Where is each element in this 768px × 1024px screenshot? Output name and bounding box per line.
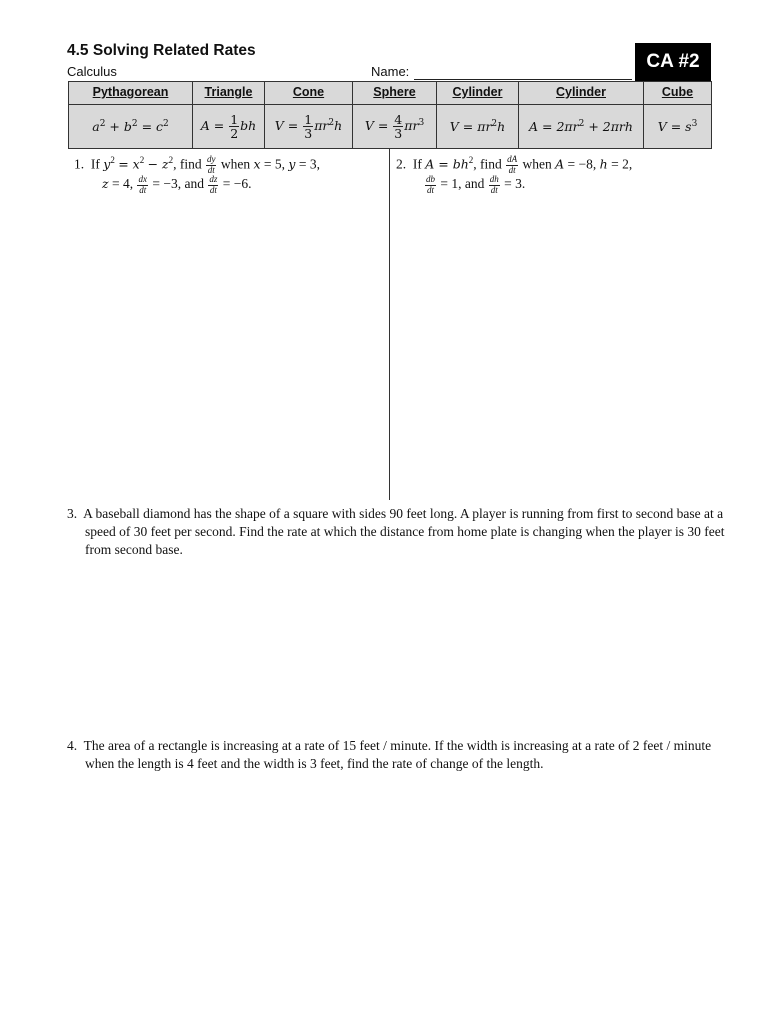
formula-name: Cone [265, 82, 353, 105]
problem-3-number: 3. [67, 506, 78, 521]
worksheet-title: 4.5 Solving Related Rates [67, 42, 256, 59]
problem-3 [67, 505, 735, 559]
problem-1-line-2: z = 4, $\frac{dx}{dt}$ = −3, and $\frac{dz}{dt}$ = −6. [102, 174, 252, 195]
formula-names-row [69, 82, 712, 105]
problem-1-line-1: 1. If $y^2 = x^2 - z^2$, find $\frac{dy}{dt}$ when x = 5, y = 3, [74, 154, 320, 175]
problem-2 [396, 151, 696, 195]
formula-expression: A = $\frac{1}{2}$ bh [193, 104, 265, 148]
formula-expression: $A = 2\pi r^2 + 2\pi rh$ [519, 104, 644, 148]
problem-2-line-1: 2. If $A = bh^2$, find $\frac{dA}{dt}$ when A = −8, h = 2, [396, 154, 633, 175]
name-blank-line [414, 79, 632, 80]
formula-name: Pythagorean [69, 82, 193, 105]
formula-name: Cylinder [519, 82, 644, 105]
formula-expression: V = $\frac{1}{3}$ $\pi r^2h$ [265, 104, 353, 148]
problem-3-text: A baseball diamond has the shape of a square with sides 90 feet long. A player is running from first to second base at a speed of 30 feet per second. Find the rate at which the distance from home plate is changing when the player is 30 feet from second base. [83, 506, 725, 557]
problem-1 [74, 151, 384, 195]
formula-expression: V = $\frac{4}{3}$ $\pi r^3$ [353, 104, 437, 148]
problem-4 [67, 737, 735, 773]
formula-name: Triangle [193, 82, 265, 105]
formula-reference-table [68, 81, 712, 149]
problem-2-line-2: $\frac{db}{dt}$ = 1, and $\frac{dh}{dt}$ = 3. [426, 174, 526, 195]
formula-expression: $V = s^3$ [644, 104, 712, 148]
formula-expressions-row [69, 104, 712, 148]
formula-expression: $a^2 + b^2 = c^2$ [69, 104, 193, 148]
formula-name: Sphere [353, 82, 437, 105]
name-label: Name: [371, 64, 410, 79]
problem-4-number: 4. [67, 738, 78, 753]
assignment-badge: CA #2 [635, 43, 711, 81]
formula-name: Cylinder [437, 82, 519, 105]
column-divider [389, 149, 390, 500]
formula-name: Cube [644, 82, 712, 105]
subject-label: Calculus [67, 64, 117, 79]
problem-4-text: The area of a rectangle is increasing at a rate of 15 feet / minute. If the width is increasing at a rate of 2 feet / minute when the length is 4 feet and the width is 3 feet, find the rate of change of the length. [83, 738, 712, 771]
formula-expression: $V = \pi r^2h$ [437, 104, 519, 148]
